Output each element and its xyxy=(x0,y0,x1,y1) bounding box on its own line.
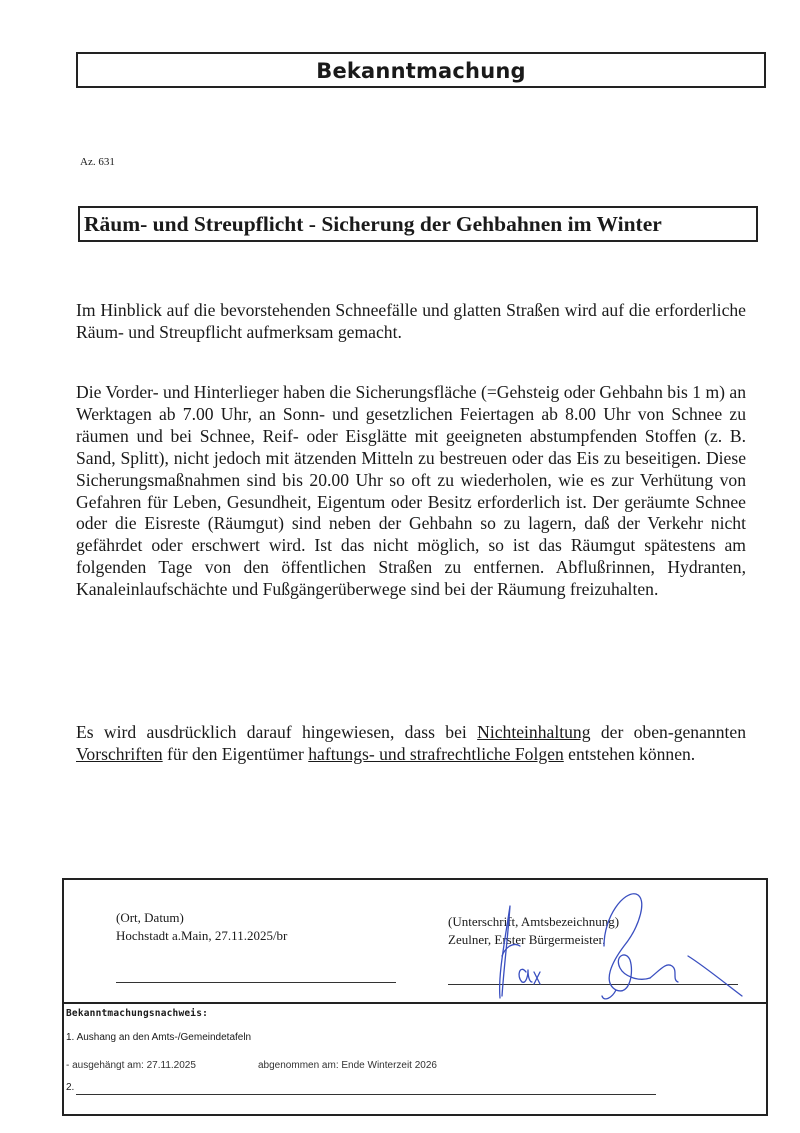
publication-item-2: 2. xyxy=(66,1082,75,1093)
publication-item-2-line xyxy=(76,1094,656,1095)
header-title: Bekanntmachung xyxy=(316,59,526,83)
header-box xyxy=(76,52,766,88)
signature-form-box xyxy=(62,878,768,1116)
form-divider xyxy=(64,1002,766,1004)
warning-text-3: für den Eigentümer xyxy=(162,743,309,764)
signatory-name: Zeulner, Erster Bürgermeister. xyxy=(448,932,606,947)
underlined-vorschriften: Vorschriften xyxy=(76,743,163,764)
place-date-label: (Ort, Datum) xyxy=(116,910,184,925)
place-date-line xyxy=(116,982,396,983)
paragraph-obligations: Die Vorder- und Hinterlieger haben die Sicherungsfläche (=Gehsteig oder Gehbahn bis 1 m) an Werktagen ab 7.00 Uhr, an Sonn- und gesetzlichen Feiertagen ab 8.00 Uhr von Schnee zu räumen und bei Schnee, Reif- oder Eisglätte mit geeigneten abstumpfenden Stoffen (z. B. Sand, Splitt), nicht jedoch mit ätzenden Mitteln zu bestreuen oder das Eis zu beseitigen. Diese Sicherungsmaßnahmen sind bis 20.00 Uhr so oft zu wiederholen, wie es zur Verhütung von Gefahren für Leben, Gesundheit, Eigentum oder Besitz erforderlich ist. Der geräumte Schnee oder die Eisreste (Räumgut) sind neben der Gehbahn so zu lagern, daß der Verkehr nicht gefährdet oder erschwert wird. Ist das nicht möglich, so ist das Räumgut spätestens am folgenden Tage von den öffentlichen Straßen zu entfernen. Abflußrinnen, Hydranten, Kanaleinlaufschächte und Fußgängerüberwege sind bei der Räumung freizuhalten. xyxy=(76,382,746,600)
publication-record-title: Bekanntmachungsnachweis: xyxy=(66,1008,209,1019)
warning-text-4: entstehen können. xyxy=(563,743,696,764)
underlined-consequences: haftungs- und strafrechtliche Folgen xyxy=(308,743,564,764)
removed-date: abgenommen am: Ende Winterzeit 2026 xyxy=(258,1060,437,1071)
handwritten-signature-icon xyxy=(464,886,744,1004)
subject-title: Räum- und Streupflicht - Sicherung der Gehbahnen im Winter xyxy=(84,211,662,236)
warning-text-2: der oben-genannten xyxy=(590,722,746,742)
paragraph-warning xyxy=(76,722,746,766)
paragraph-intro: Im Hinblick auf die bevorstehenden Schneefälle und glatten Straßen wird auf die erforderliche Räum- und Streupflicht aufmerksam gemacht. xyxy=(76,300,746,342)
place-date-value: Hochstadt a.Main, 27.11.2025/br xyxy=(116,928,288,943)
publication-item-1: 1. Aushang an den Amts-/Gemeindetafeln xyxy=(66,1032,252,1043)
signature-label: (Unterschrift, Amtsbezeichnung) xyxy=(448,914,620,929)
posted-date: - ausgehängt am: 27.11.2025 xyxy=(66,1060,196,1071)
reference-number: Az. 631 xyxy=(80,156,115,168)
underlined-nichteinhaltung: Nichteinhaltung xyxy=(477,722,591,742)
warning-text-1: Es wird ausdrücklich darauf hingewiesen, dass bei xyxy=(76,722,478,742)
subject-box xyxy=(78,206,758,242)
